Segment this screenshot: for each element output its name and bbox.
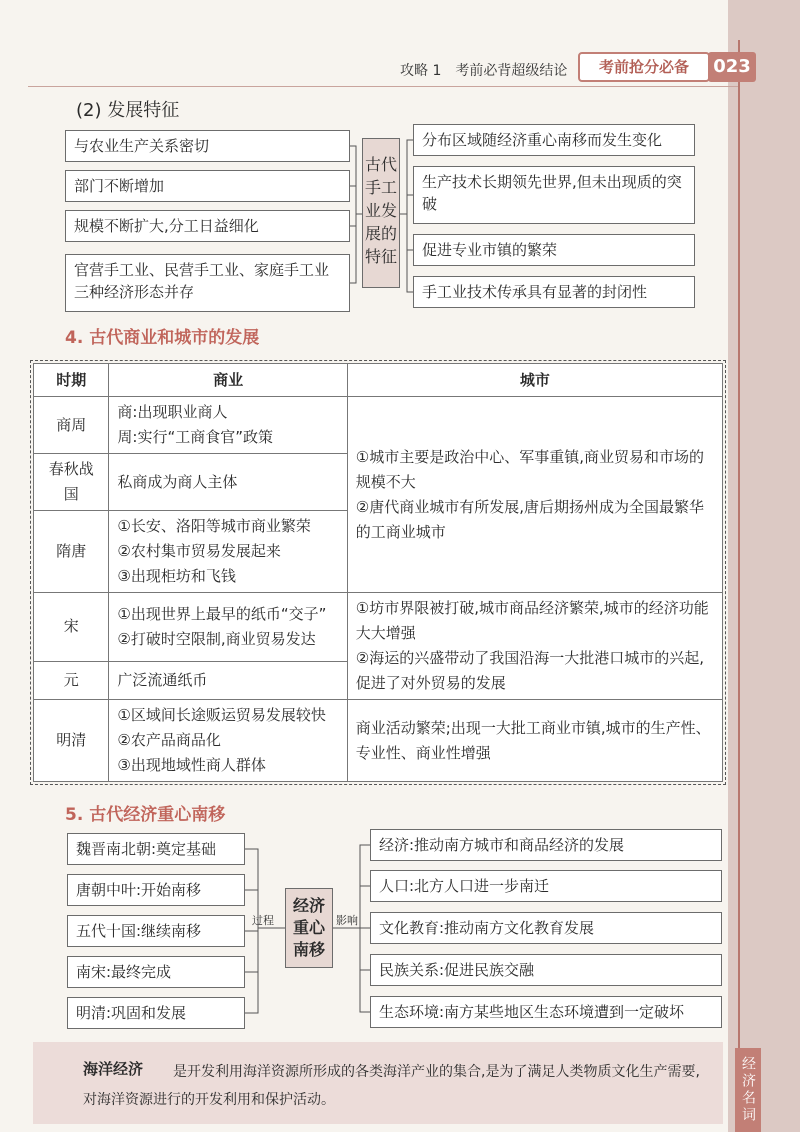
city-cell: 商业活动繁荣;出现一大批工商业市镇,城市的生产性、专业性、商业性增强 (347, 700, 722, 782)
shift-left-2: 唐朝中叶:开始南移 (67, 874, 245, 906)
header-rule (28, 86, 738, 87)
feature-left-3: 规模不断扩大,分工日益细化 (65, 210, 350, 242)
shift-right-5: 生态环境:南方某些地区生态环境遭到一定破坏 (370, 996, 722, 1028)
header-breadcrumb: 攻略 1 考前必背超级结论 (400, 63, 568, 79)
commerce-cell: ①长安、洛阳等城市商业繁荣 ②农村集市贸易发展起来 ③出现柜坊和飞钱 (109, 511, 347, 593)
label-effect: 影响 (336, 914, 358, 927)
table-header-row (34, 364, 723, 397)
page-number: 023 (708, 52, 756, 82)
header-city: 城市 (347, 364, 722, 397)
feature-left-2: 部门不断增加 (65, 170, 350, 202)
shift-left-5: 明清:巩固和发展 (67, 997, 245, 1029)
commerce-table (33, 363, 723, 782)
period-cell: 商周 (34, 397, 109, 454)
glossary-tab: 经济名词 (735, 1048, 761, 1132)
shift-left-3: 五代十国:继续南移 (67, 915, 245, 947)
commerce-cell: 广泛流通纸币 (109, 661, 347, 699)
shift-right-1: 经济:推动南方城市和商品经济的发展 (370, 829, 722, 861)
commerce-cell: ①出现世界上最早的纸币“交子” ②打破时空限制,商业贸易发达 (109, 593, 347, 662)
shift-right-3: 文化教育:推动南方文化教育发展 (370, 912, 722, 944)
period-cell: 春秋战国 (34, 454, 109, 511)
page-side-line (738, 40, 740, 1090)
table-row (34, 700, 723, 782)
city-cell: ①城市主要是政治中心、军事重镇,商业贸易和市场的规模不大 ②唐代商业城市有所发展,唐后期扬州成为全国最繁华的工商业城市 (347, 397, 722, 593)
shift-left-1: 魏晋南北朝:奠定基础 (67, 833, 245, 865)
glossary-term: 海洋经济 (83, 1060, 144, 1078)
feature-left-4: 官营手工业、民营手工业、家庭手工业三种经济形态并存 (65, 254, 350, 312)
header-tag: 考前抢分必备 (578, 52, 710, 82)
city-cell: ①坊市界限被打破,城市商品经济繁荣,城市的经济功能大大增强 ②海运的兴盛带动了我国沿海一大批港口城市的兴起,促进了对外贸易的发展 (347, 593, 722, 700)
period-cell: 明清 (34, 700, 109, 782)
period-cell: 隋唐 (34, 511, 109, 593)
commerce-cell: 商:出现职业商人 周:实行“工商食官”政策 (109, 397, 347, 454)
header-period: 时期 (34, 364, 109, 397)
section5-title: 5. 古代经济重心南移 (65, 805, 226, 825)
glossary-text: 是开发利用海洋资源所形成的各类海洋产业的集合,是为了满足人类物质文化生产需要,对海洋资源进行的开发利用和保护活动。 (83, 1064, 700, 1108)
shift-right-2: 人口:北方人口进一步南迁 (370, 870, 722, 902)
commerce-cell: ①区域间长途贩运贸易发展较快 ②农产品商品化 ③出现地域性商人群体 (109, 700, 347, 782)
section4-title: 4. 古代商业和城市的发展 (65, 328, 260, 348)
glossary-box (33, 1042, 723, 1124)
feature-left-1: 与农业生产关系密切 (65, 130, 350, 162)
shift-center: 经济重心南移 (285, 888, 333, 968)
shift-right-4: 民族关系:促进民族交融 (370, 954, 722, 986)
feature-right-3: 促进专业市镇的繁荣 (413, 234, 695, 266)
section-subtitle: (2) 发展特征 (76, 100, 180, 121)
feature-center: 古代手工业发展的特征 (362, 138, 400, 288)
feature-right-2: 生产技术长期领先世界,但未出现质的突破 (413, 166, 695, 224)
label-process: 过程 (252, 914, 274, 927)
feature-right-1: 分布区域随经济重心南移而发生变化 (413, 124, 695, 156)
header-commerce: 商业 (109, 364, 347, 397)
commerce-cell: 私商成为商人主体 (109, 454, 347, 511)
table-row (34, 397, 723, 454)
table-row (34, 593, 723, 662)
shift-left-4: 南宋:最终完成 (67, 956, 245, 988)
period-cell: 元 (34, 661, 109, 699)
feature-right-4: 手工业技术传承具有显著的封闭性 (413, 276, 695, 308)
period-cell: 宋 (34, 593, 109, 662)
